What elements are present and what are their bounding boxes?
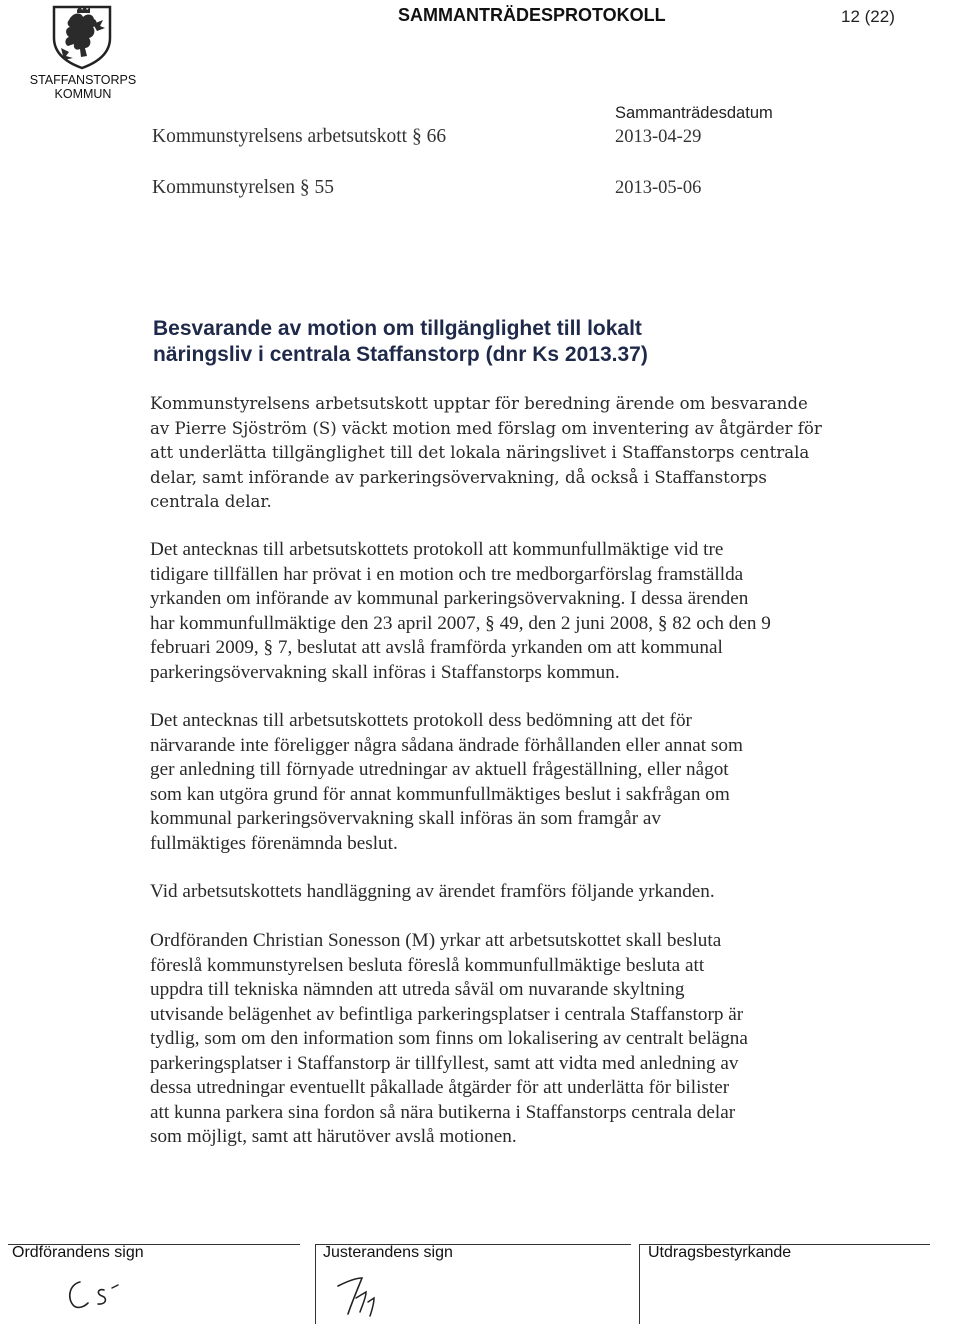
case-heading-line-1: Besvarande av motion om tillgänglighet till lokalt <box>153 317 642 340</box>
paragraph-line: parkeringsövervakning skall införas i Staffanstorps kommun. <box>150 661 620 683</box>
paragraph-line: Kommunstyrelsens arbetsutskott upptar för beredning ärende om besvarande <box>150 394 808 413</box>
paragraph-line: att underlätta tillgänglighet till det lokala näringslivet i Staffanstorps centrala <box>150 443 810 463</box>
paragraph-line: tidigare tillfällen har prövat i en motion och tre medborgarförslag framställda <box>150 563 744 585</box>
paragraph-line: kommunal parkeringsövervakning skall införas än som framgår av <box>150 808 661 829</box>
paragraph-line: delar, samt införande av parkeringsövervakning, då också i Staffanstorps <box>150 467 767 487</box>
logo-text <box>28 73 138 101</box>
coat-of-arms-icon <box>49 4 115 70</box>
paragraph-line: Det antecknas till arbetsutskottets protokoll dess bedömning att det för <box>150 710 692 731</box>
paragraph-line: dessa utredningar eventuellt påkallade åtgärder för att underlätta för bilister <box>150 1077 730 1098</box>
meeting-body-1: Kommunstyrelsens arbetsutskott § 66 <box>152 126 447 147</box>
logo-line-1: STAFFANSTORPS <box>29 73 137 87</box>
signature-box-border <box>315 1244 316 1324</box>
meeting-date-1: 2013-04-29 <box>615 127 702 147</box>
document-title: SAMMANTRÄDESPROTOKOLL <box>398 5 666 25</box>
chair-signature-icon <box>60 1272 140 1317</box>
paragraph-line: februari 2009, § 7, beslutat att avslå framförda yrkanden om att kommunal <box>150 637 723 658</box>
paragraph-line: Ordföranden Christian Sonesson (M) yrkar att arbetsutskottet skall besluta <box>150 930 722 951</box>
page-number: 12 (22) <box>841 7 895 26</box>
certification-label: Utdragsbestyrkande <box>648 1244 792 1261</box>
paragraph-line: yrkanden om införande av kommunal parkeringsövervakning. I dessa ärenden <box>150 588 749 609</box>
case-heading <box>153 316 813 368</box>
paragraph-line: ger anledning till förnyade utredningar av aktuell frågeställning, eller något <box>150 759 729 780</box>
paragraph-5 <box>150 929 850 1150</box>
paragraph-line: som möjligt, samt att härutöver avslå motionen. <box>150 1126 517 1147</box>
paragraph-line: har kommunfullmäktige den 23 april 2007, § 49, den 2 juni 2008, § 82 och den 9 <box>150 612 771 634</box>
paragraph-line: av Pierre Sjöström (S) väckt motion med förslag om inventering av åtgärder för <box>150 418 822 438</box>
meeting-date-2: 2013-05-06 <box>615 178 702 198</box>
paragraph-line: att kunna parkera sina fordon så nära butikerna i Staffanstorps centrala delar <box>150 1101 736 1123</box>
adjuster-signature-icon <box>332 1272 392 1322</box>
paragraph-line: närvarande inte föreligger några sådana ändrade förhållanden eller annat som <box>150 734 743 756</box>
paragraph-line: föreslå kommunstyrelsen besluta föreslå kommunfullmäktige besluta att <box>150 954 705 976</box>
municipality-logo <box>28 4 158 104</box>
paragraph-2 <box>150 538 850 685</box>
paragraph-line: Det antecknas till arbetsutskottets protokoll att kommunfullmäktige vid tre <box>150 539 724 560</box>
case-heading-line-2: näringsliv i centrala Staffanstorp (dnr Ks 2013.37) <box>153 343 648 366</box>
paragraph-1 <box>150 392 850 515</box>
chair-signature-label: Ordförandens sign <box>12 1244 144 1261</box>
paragraph-line: tydlig, som om den information som finns om lokalisering av centralt belägna <box>150 1028 748 1049</box>
paragraph-line: centrala delar. <box>150 492 272 512</box>
logo-line-2: KOMMUN <box>54 87 112 101</box>
meeting-body-2: Kommunstyrelsen § 55 <box>152 177 334 198</box>
adjuster-signature-label: Justerandens sign <box>323 1244 453 1261</box>
signature-box-border <box>639 1244 640 1324</box>
paragraph-line: fullmäktiges förenämnda beslut. <box>150 832 398 854</box>
paragraph-4 <box>150 880 850 905</box>
paragraph-line: som kan utgöra grund för annat kommunfullmäktiges beslut i sakfrågan om <box>150 783 730 805</box>
paragraph-line: parkeringsplatser i Staffanstorp är tillfyllest, samt att vidta med anledning av <box>150 1052 739 1074</box>
paragraph-line: utvisande belägenhet av befintliga parkeringsplatser i centrala Staffanstorp är <box>150 1003 744 1025</box>
paragraph-3 <box>150 709 850 856</box>
paragraph-line: Vid arbetsutskottets handläggning av ärendet framförs följande yrkanden. <box>150 881 715 902</box>
paragraph-line: uppdra till tekniska nämnden att utreda såväl om nuvarande skyltning <box>150 979 685 1000</box>
meeting-date-heading: Sammanträdesdatum <box>615 104 773 122</box>
